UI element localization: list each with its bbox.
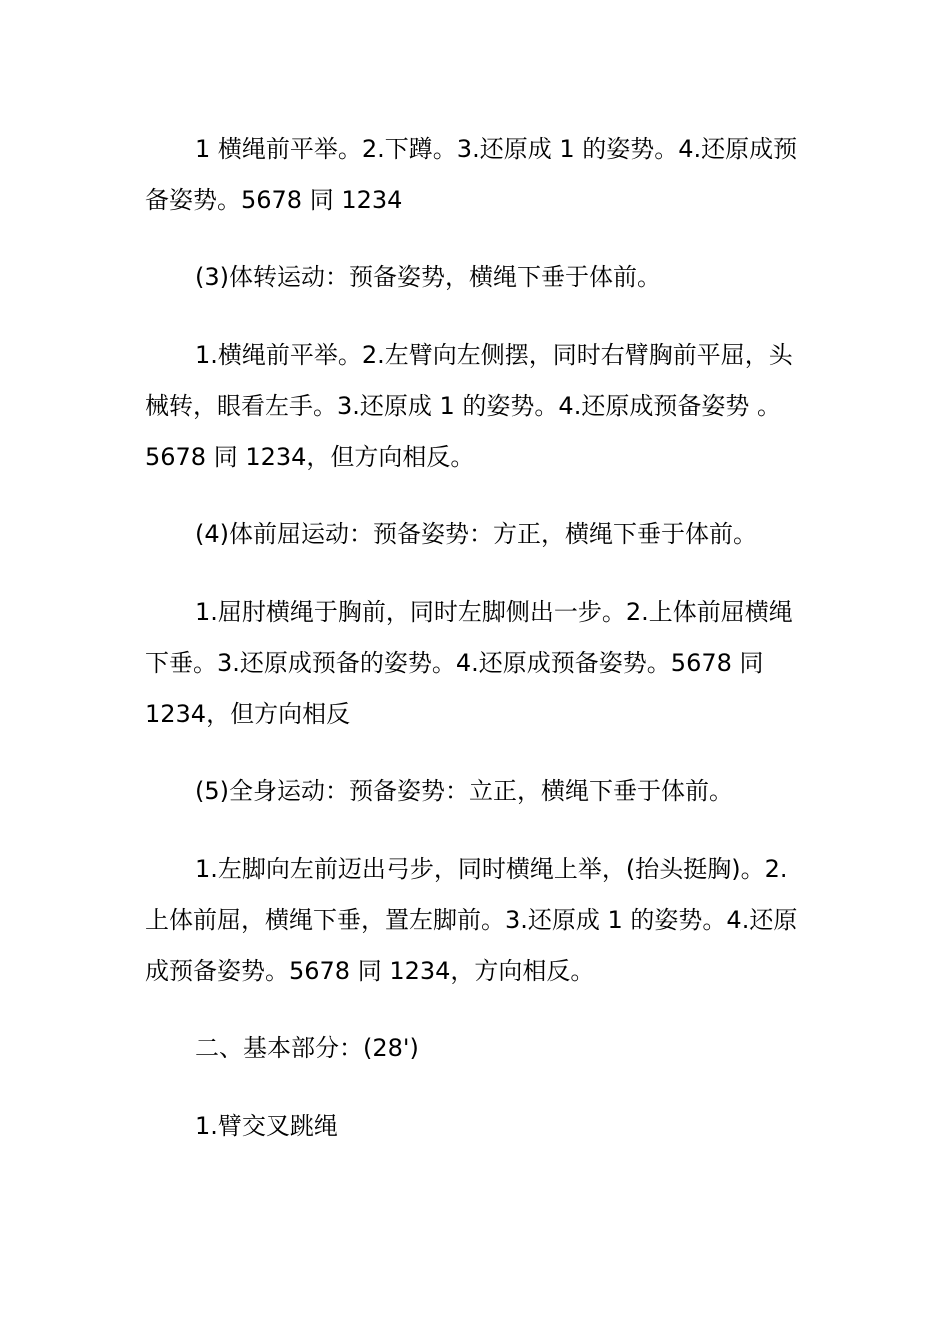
paragraph-2-heading [145, 252, 810, 303]
paragraph-6-heading [145, 766, 810, 817]
paragraph-4-heading [145, 509, 810, 560]
text-line: 1.横绳前平举。2.左臂向左侧摆，同时右臂胸前平屈，头 [195, 341, 793, 369]
paragraph-1 [145, 124, 810, 226]
subsection-heading [145, 1101, 810, 1152]
text-line: 上体前屈，横绳下垂，置左脚前。3.还原成 1 的姿势。4.还原 [145, 906, 798, 934]
text-line: 1.屈肘横绳于胸前，同时左脚侧出一步。2.上体前屈横绳 [195, 598, 793, 626]
text-line: 5678 同 1234，但方向相反。 [145, 443, 475, 471]
text-line: 1.臂交叉跳绳 [195, 1112, 338, 1140]
text-line: 二、基本部分：(28') [195, 1034, 419, 1062]
text-line: (5)全身运动：预备姿势：立正，横绳下垂于体前。 [195, 777, 733, 805]
text-line: 1 横绳前平举。2.下蹲。3.还原成 1 的姿势。4.还原成预 [195, 135, 798, 163]
text-line: (3)体转运动：预备姿势，横绳下垂于体前。 [195, 263, 661, 291]
paragraph-5 [145, 587, 810, 740]
text-line: (4)体前屈运动：预备姿势：方正，横绳下垂于体前。 [195, 520, 757, 548]
text-line: 1.左脚向左前迈出弓步，同时横绳上举，(抬头挺胸)。2. [195, 855, 788, 883]
paragraph-3 [145, 330, 810, 483]
text-line: 成预备姿势。5678 同 1234，方向相反。 [145, 957, 595, 985]
text-line: 械转，眼看左手。3.还原成 1 的姿势。4.还原成预备姿势 。 [145, 392, 781, 420]
paragraph-7 [145, 844, 810, 997]
text-line: 1234，但方向相反 [145, 700, 351, 728]
text-line: 备姿势。5678 同 1234 [145, 186, 403, 214]
text-line: 下垂。3.还原成预备的姿势。4.还原成预备姿势。5678 同 [145, 649, 764, 677]
section-heading-basic [145, 1023, 810, 1074]
